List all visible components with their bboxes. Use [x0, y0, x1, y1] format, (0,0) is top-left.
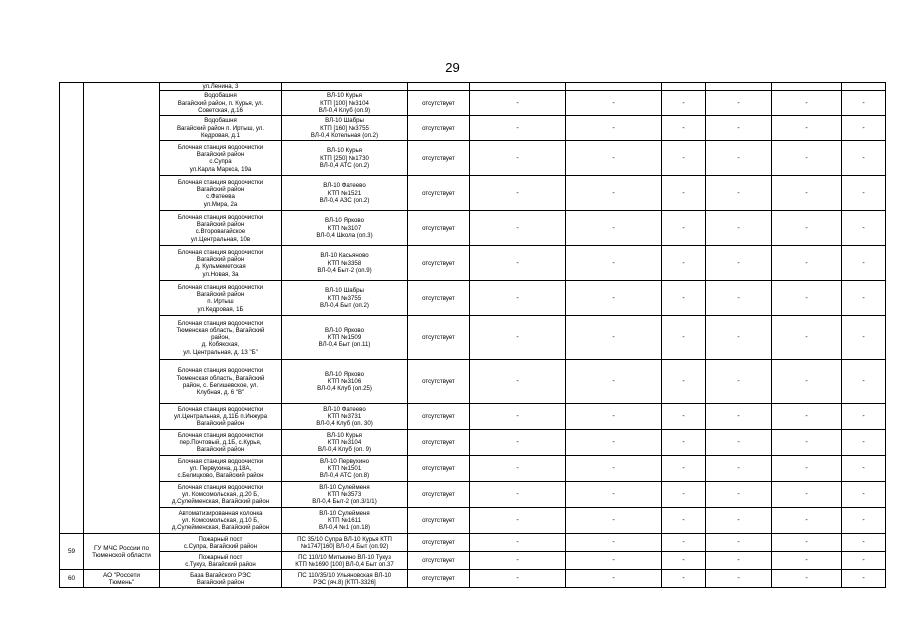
object-cell: Блочная станция водоочистки Тюменская область, Вагайский район, с. Бегишевское, ул. Клубная, д. 6 "В" [160, 360, 282, 404]
table-row: Блочная станция водоочистки Вагайский район с.Второвагайское ул.Центральная, 10в ВЛ-10 Ярково КТП №3107 ВЛ-0,4 Школа (оп.3) отсутствует - - - - - - [60, 211, 886, 246]
object-cell: ул.Ленина, 3 [160, 83, 282, 91]
table-row: Блочная станция водоочистки Вагайский район д. Кульмеметская ул.Новая, 3а ВЛ-10 Касьяново КТП №3358 ВЛ-0,4 Быт-2 (оп.9) отсутствует - - - - - - [60, 246, 886, 281]
object-cell: Водобашня Вагайский район п. Иртыш, ул. Кедровая, д.1 [160, 116, 282, 141]
table-row: Блочная станция водоочистки ул. Комсомольская, д.20 Б, д.Сулейменская, Вагайский район ВЛ-10 Сулейменя КТП №3573 ВЛ-0,4 Быт-2 (оп.3/1/1) отсутствует - - - - - - [60, 482, 886, 508]
page-number: 29 [445, 60, 460, 75]
status-cell: отсутствует [408, 570, 470, 588]
object-cell: Блочная станция водоочистки Вагайский район д. Кульмеметская ул.Новая, 3а [160, 246, 282, 281]
table-row: 59 ГУ МЧС России по Тюменской области Пожарный пост с.Супра, Вагайский район ПС 35/10 Супра ВЛ-10 Курья КТП №1747[160] ВЛ-0,4 Быт (оп.92) отсутствует - - - - - - [60, 534, 886, 552]
line-cell: ВЛ-10 Фатеево КТП №3731 ВЛ-0,4 Клуб (оп. 30) [282, 404, 408, 430]
table-row: Блочная станция водоочистки ул.Центральная, д.11Б п.Инжура Вагайский район ВЛ-10 Фатеево КТП №3731 ВЛ-0,4 Клуб (оп. 30) отсутствует - - - - - - [60, 404, 886, 430]
line-cell: ВЛ-10 Курья КТП №3104 ВЛ-0,4 Клуб (оп. 9) [282, 430, 408, 456]
object-cell: Блочная станция водоочистки ул.Центральная, д.11Б п.Инжура Вагайский район [160, 404, 282, 430]
line-cell: ВЛ-10 Сулейменя КТП №1611 ВЛ-0,4 №1 (оп.18) [282, 508, 408, 534]
line-cell: ВЛ-10 Курья КТП [100] №3104 ВЛ-0,4 Клуб (оп.9) [282, 91, 408, 116]
status-cell: отсутствует [408, 508, 470, 534]
status-cell [408, 83, 470, 91]
status-cell: отсутствует [408, 211, 470, 246]
object-cell: Блочная станция водоочистки ул. Комсомольская, д.20 Б, д.Сулейменская, Вагайский район [160, 482, 282, 508]
line-cell: ВЛ-10 Шабры КТП №3755 ВЛ-0,4 Быт (оп.2) [282, 281, 408, 316]
table-row: Блочная станция водоочистки Вагайский район с.Фатеева ул.Мира, 2а ВЛ-10 Фатеево КТП №1521 ВЛ-0,4 АЗС (оп.2) отсутствует - - - - - - [60, 176, 886, 211]
power-supply-table [59, 82, 886, 588]
table-row: Блочная станция водоочистки Тюменская область, Вагайский район, д. Кобякская, ул. Центральная, д. 13 "Б" ВЛ-10 Ярково КТП №1509 ВЛ-0,4 Быт (оп.11) отсутствует - - - - - - [60, 316, 886, 360]
status-cell: отсутствует [408, 281, 470, 316]
status-cell: отсутствует [408, 482, 470, 508]
object-cell: Автоматизированная колонка ул. Комсомольская, д.10 Б, д.Сулейменская, Вагайский район [160, 508, 282, 534]
table-row: Блочная станция водоочистки Вагайский район п. Иртыш ул.Кедровая, 1Б ВЛ-10 Шабры КТП №3755 ВЛ-0,4 Быт (оп.2) отсутствует - - - - - - [60, 281, 886, 316]
status-cell: отсутствует [408, 534, 470, 552]
table-row: 60 АО "Россети Тюмень" База Вагайского РЭС Вагайский район ПС 110/35/10 Ульяновская ВЛ-10 РЭС (яч.8) [КТП-3326] отсутствует - - - - - - [60, 570, 886, 588]
object-cell: База Вагайского РЭС Вагайский район [160, 570, 282, 588]
line-cell: ВЛ-10 Ярково КТП №3107 ВЛ-0,4 Школа (оп.3) [282, 211, 408, 246]
object-cell: Блочная станция водоочистки Вагайский район п. Иртыш ул.Кедровая, 1Б [160, 281, 282, 316]
line-cell: ВЛ-10 Ярково КТП №3106 ВЛ-0,4 Клуб (оп.25) [282, 360, 408, 404]
object-cell: Блочная станция водоочистки пер.Почтовый, д.1Б, с.Курья, Вагайский район [160, 430, 282, 456]
organization-cell: ГУ МЧС России по Тюменской области [84, 534, 160, 570]
line-cell: ВЛ-10 Касьяново КТП №3358 ВЛ-0,4 Быт-2 (оп.9) [282, 246, 408, 281]
line-cell: ПС 110/35/10 Ульяновская ВЛ-10 РЭС (яч.8) [КТП-3326] [282, 570, 408, 588]
table-row: Блочная станция водоочистки Вагайский район с.Супра ул.Карла Маркса, 19а ВЛ-10 Курья КТП [250] №1730 ВЛ-0,4 АТС (оп.2) отсутствует - - - - - - [60, 141, 886, 176]
status-cell: отсутствует [408, 456, 470, 482]
status-cell: отсутствует [408, 176, 470, 211]
object-cell: Блочная станция водоочистки Вагайский район с.Супра ул.Карла Маркса, 19а [160, 141, 282, 176]
object-cell: Водобашня Вагайский район, п. Курья, ул. Советская, д.16 [160, 91, 282, 116]
line-cell: ВЛ-10 Первухино КТП №1501 ВЛ-0,4 АТС (оп.8) [282, 456, 408, 482]
status-cell: отсутствует [408, 430, 470, 456]
line-cell: ПС 110/10 Митькино ВЛ-10 Тукуз КТП №1690 [100] ВЛ-0,4 Быт оп.37 [282, 552, 408, 570]
table-row [60, 83, 886, 91]
line-cell: ПС 35/10 Супра ВЛ-10 Курья КТП №1747[160] ВЛ-0,4 Быт (оп.92) [282, 534, 408, 552]
organization-cell: АО "Россети Тюмень" [84, 570, 160, 588]
object-cell: Блочная станция водоочистки Тюменская область, Вагайский район, д. Кобякская, ул. Центральная, д. 13 "Б" [160, 316, 282, 360]
object-cell: Пожарный пост с.Тукуз, Вагайский район [160, 552, 282, 570]
line-cell: ВЛ-10 Курья КТП [250] №1730 ВЛ-0,4 АТС (оп.2) [282, 141, 408, 176]
row-number: 60 [60, 570, 84, 588]
status-cell: отсутствует [408, 141, 470, 176]
row-number: 59 [60, 534, 84, 570]
status-cell: отсутствует [408, 316, 470, 360]
status-cell: отсутствует [408, 552, 470, 570]
status-cell: отсутствует [408, 116, 470, 141]
line-cell [282, 83, 408, 91]
line-cell: ВЛ-10 Сулейменя КТП №3573 ВЛ-0,4 Быт-2 (оп.3/1/1) [282, 482, 408, 508]
table-row: Блочная станция водоочистки ул. Первухина, д.18А, с.Белицково, Вагайский район ВЛ-10 Первухино КТП №1501 ВЛ-0,4 АТС (оп.8) отсутствует - - - - - - [60, 456, 886, 482]
object-cell: Блочная станция водоочистки Вагайский район с.Второвагайское ул.Центральная, 10в [160, 211, 282, 246]
table-row: Автоматизированная колонка ул. Комсомольская, д.10 Б, д.Сулейменская, Вагайский район ВЛ-10 Сулейменя КТП №1611 ВЛ-0,4 №1 (оп.18) отсутствует - - - - - - [60, 508, 886, 534]
status-cell: отсутствует [408, 360, 470, 404]
line-cell: ВЛ-10 Ярково КТП №1509 ВЛ-0,4 Быт (оп.11) [282, 316, 408, 360]
status-cell: отсутствует [408, 246, 470, 281]
table-row: Блочная станция водоочистки пер.Почтовый, д.1Б, с.Курья, Вагайский район ВЛ-10 Курья КТП №3104 ВЛ-0,4 Клуб (оп. 9) отсутствует - - - - - - [60, 430, 886, 456]
table-row: Пожарный пост с.Тукуз, Вагайский район ПС 110/10 Митькино ВЛ-10 Тукуз КТП №1690 [100] ВЛ-0,4 Быт оп.37 отсутствует - - - - - - [60, 552, 886, 570]
object-cell: Блочная станция водоочистки Вагайский район с.Фатеева ул.Мира, 2а [160, 176, 282, 211]
status-cell: отсутствует [408, 404, 470, 430]
line-cell: ВЛ-10 Шабры КТП [160] №3755 ВЛ-0,4 Котельная (оп.2) [282, 116, 408, 141]
status-cell: отсутствует [408, 91, 470, 116]
object-cell: Пожарный пост с.Супра, Вагайский район [160, 534, 282, 552]
object-cell: Блочная станция водоочистки ул. Первухина, д.18А, с.Белицково, Вагайский район [160, 456, 282, 482]
table-row: Блочная станция водоочистки Тюменская область, Вагайский район, с. Бегишевское, ул. Клубная, д. 6 "В" ВЛ-10 Ярково КТП №3106 ВЛ-0,4 Клуб (оп.25) отсутствует - - - - - - [60, 360, 886, 404]
table-row: Водобашня Вагайский район, п. Курья, ул. Советская, д.16 ВЛ-10 Курья КТП [100] №3104 ВЛ-0,4 Клуб (оп.9) отсутствует - - - - - - [60, 91, 886, 116]
line-cell: ВЛ-10 Фатеево КТП №1521 ВЛ-0,4 АЗС (оп.2) [282, 176, 408, 211]
table-row: Водобашня Вагайский район п. Иртыш, ул. Кедровая, д.1 ВЛ-10 Шабры КТП [160] №3755 ВЛ-0,4 Котельная (оп.2) отсутствует - - - - - - [60, 116, 886, 141]
